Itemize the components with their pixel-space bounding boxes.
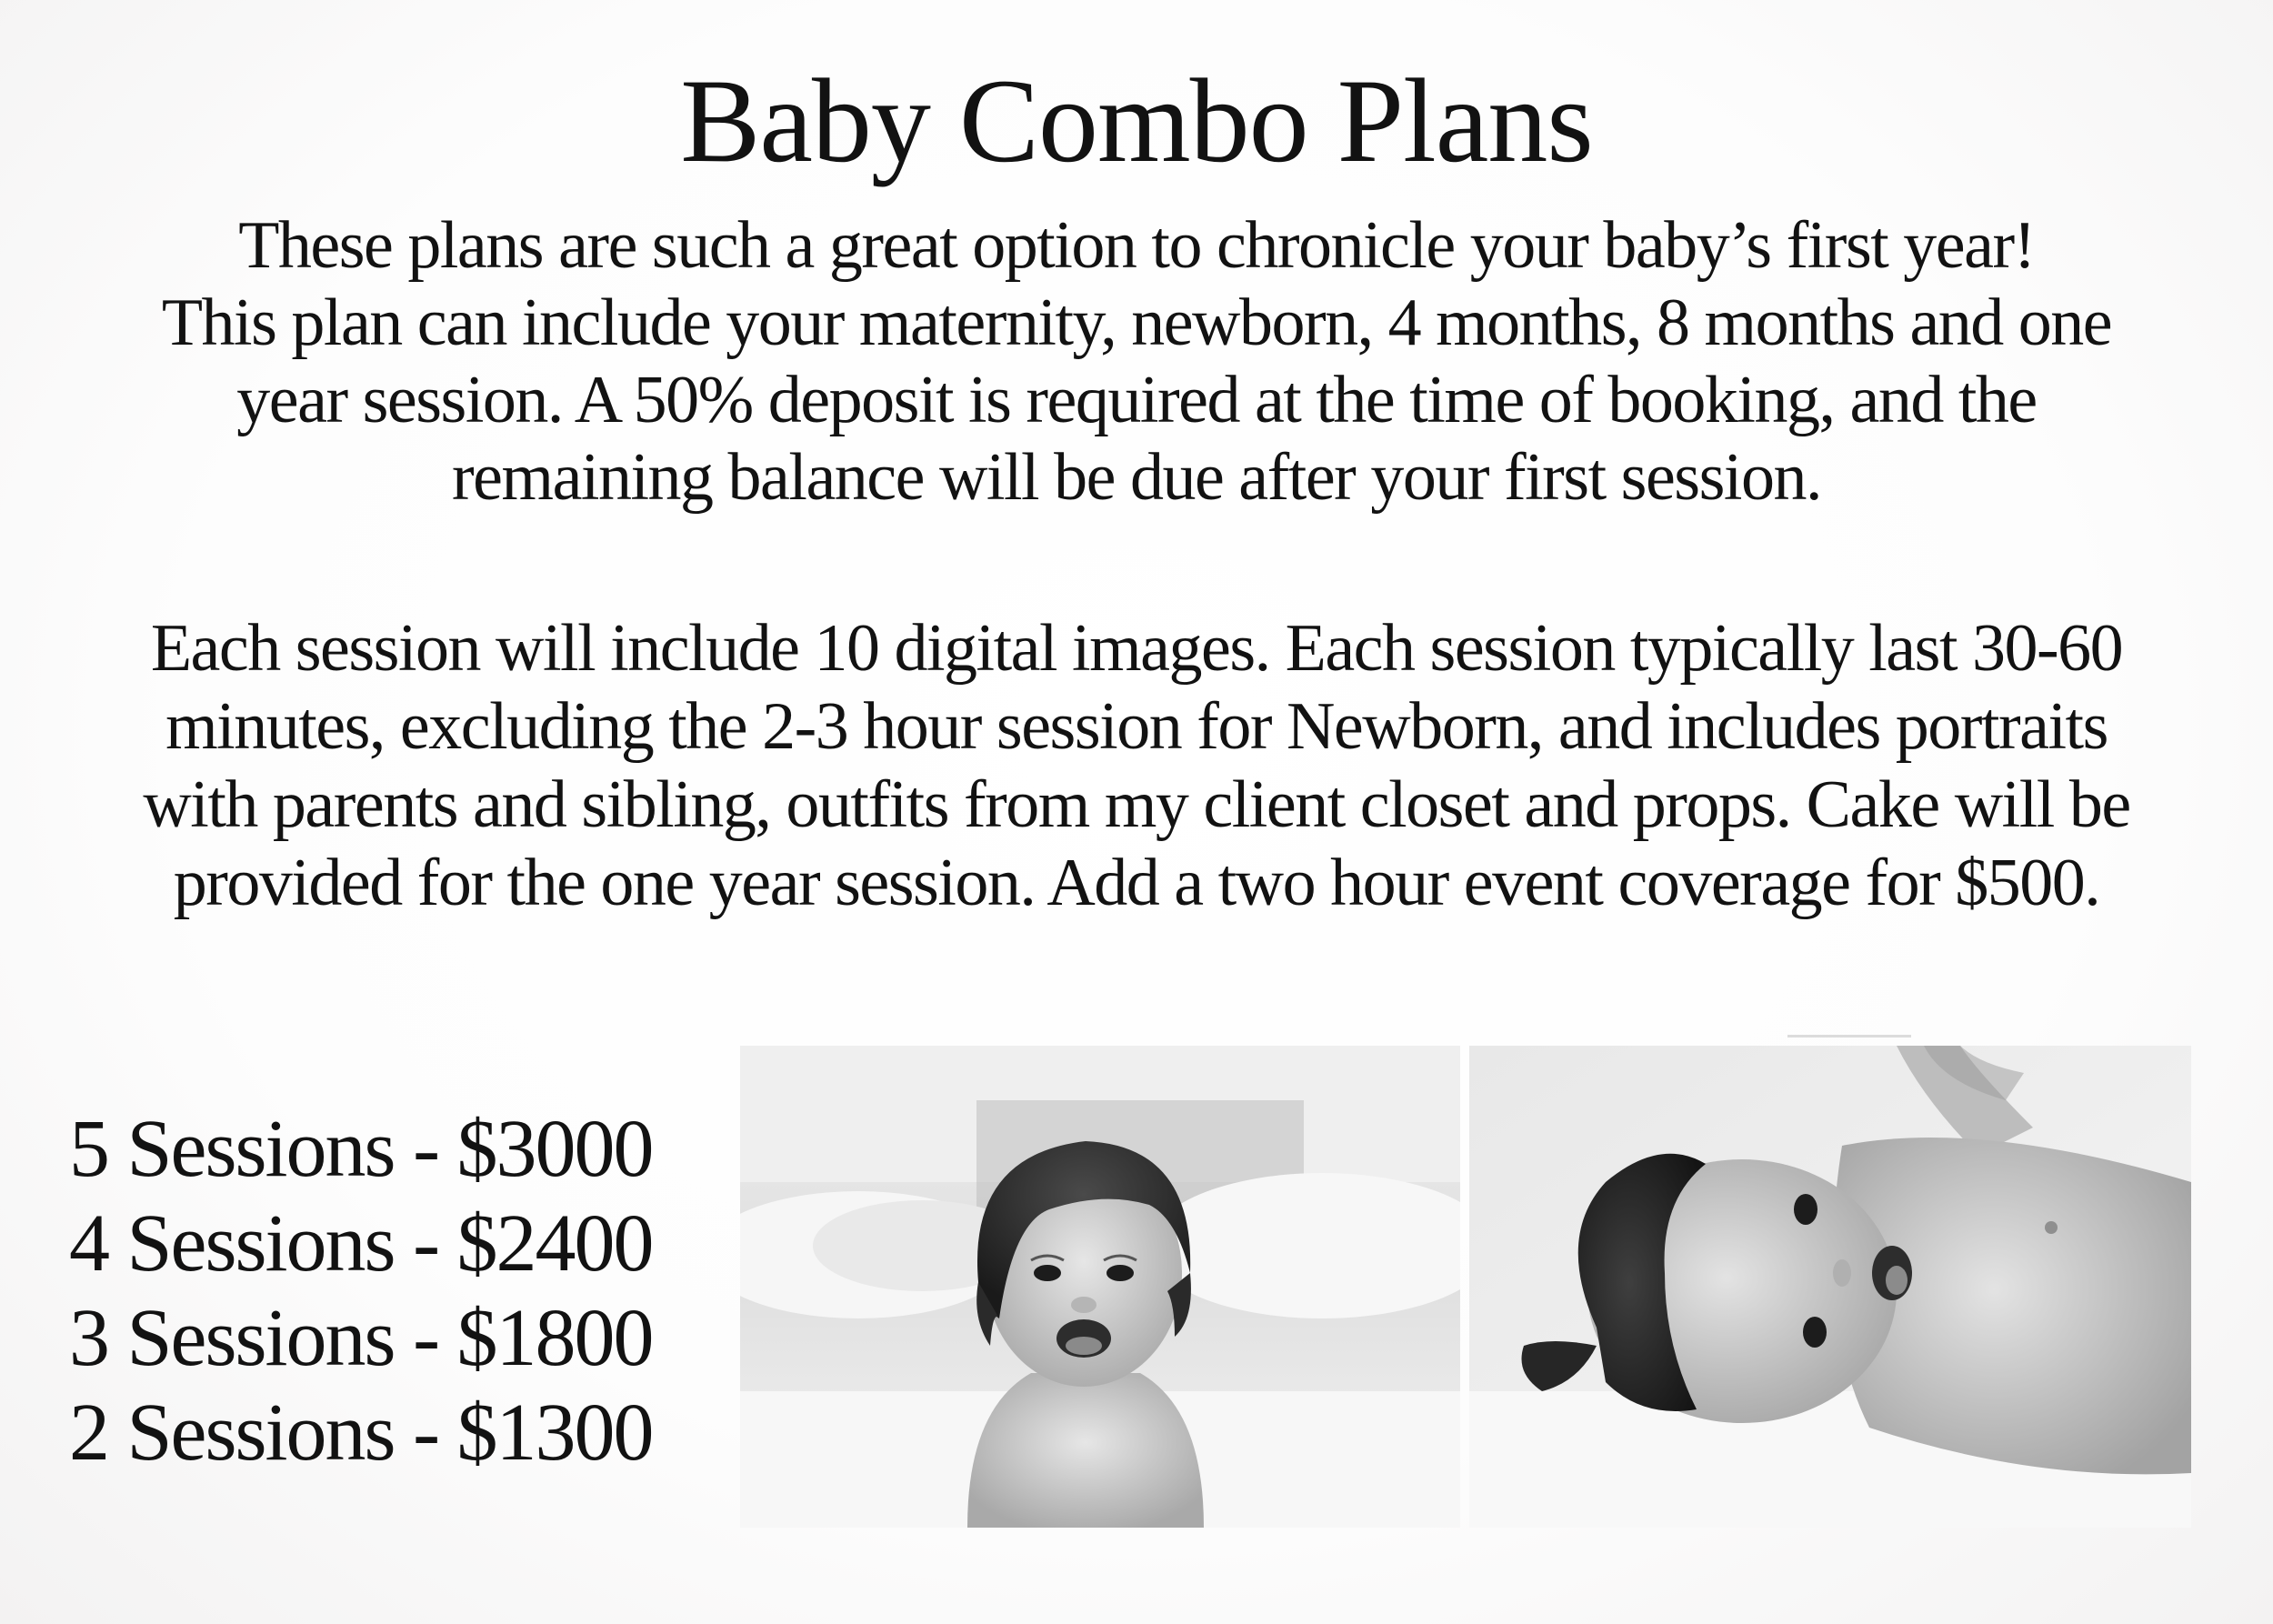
intro-line: This plan can include your maternity, newborn, 4 months, 8 months and one <box>161 286 2112 360</box>
intro-paragraph <box>55 207 2218 516</box>
details-line: provided for the one year session. Add a two hour event coverage for $500. <box>173 846 2100 920</box>
details-line: with parents and sibling, outfits from my client closet and props. Cake will be <box>143 767 2130 842</box>
details-line: Each session will include 10 digital images. Each session typically last 30-60 <box>150 611 2123 686</box>
pricing-list <box>69 1102 706 1480</box>
decorative-line <box>1787 1035 1911 1038</box>
pricing-row-3-sessions: 3 Sessions - $1800 <box>69 1293 653 1383</box>
details-line: minutes, excluding the 2-3 hour session for Newborn, and includes portraits <box>165 689 2108 764</box>
intro-line: year session. A 50% deposit is required at the time of booking, and the <box>236 363 2037 437</box>
baby-lying-photo <box>1469 1046 2191 1528</box>
baby-lying-illustration <box>1469 1046 2191 1528</box>
pricing-row-4-sessions: 4 Sessions - $2400 <box>69 1198 653 1288</box>
baby-sitting-photo <box>740 1046 1460 1528</box>
intro-line: These plans are such a great option to chronicle your baby’s first year! <box>238 208 2035 283</box>
session-details-paragraph <box>55 609 2218 922</box>
intro-line: remaining balance will be due after your first session. <box>452 440 1821 515</box>
pricing-row-5-sessions: 5 Sessions - $3000 <box>69 1104 653 1194</box>
pricing-row-2-sessions: 2 Sessions - $1300 <box>69 1388 653 1478</box>
baby-sitting-illustration <box>740 1046 1460 1528</box>
page-title: Baby Combo Plans <box>680 54 1593 187</box>
